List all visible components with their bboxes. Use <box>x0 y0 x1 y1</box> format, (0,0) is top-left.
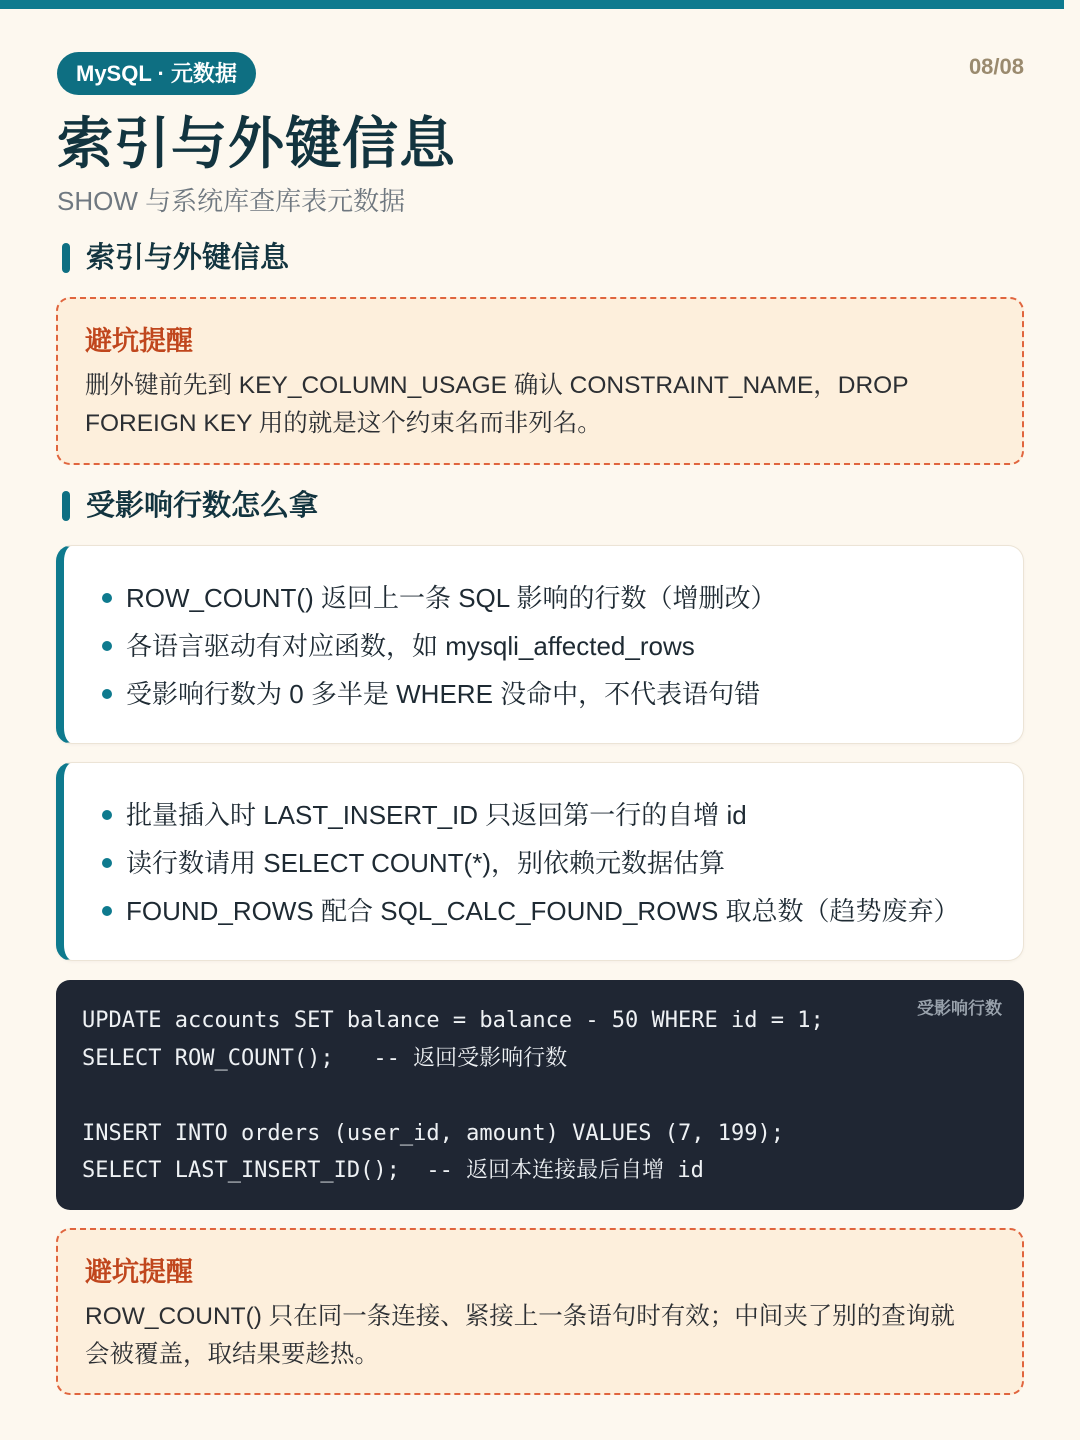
code-block-label: 受影响行数 <box>917 999 1002 1018</box>
warning-line: FOREIGN KEY 用的就是这个约束名而非列名。 <box>85 410 602 437</box>
bullet-card-insert-id <box>56 762 1024 961</box>
list-item: 读行数请用 SELECT COUNT(*)，别依赖元数据估算 <box>98 839 993 887</box>
warning-box-foreign-key <box>56 297 1024 465</box>
list-item: ROW_COUNT() 返回上一条 SQL 影响的行数（增删改） <box>98 574 993 622</box>
list-item: 各语言驱动有对应函数，如 mysqli_affected_rows <box>98 622 993 670</box>
section-marker <box>62 243 70 273</box>
warning-title: 避坑提醒 <box>85 1257 193 1287</box>
warning-line: 删外键前先到 KEY_COLUMN_USAGE 确认 CONSTRAINT_NAME，DROP <box>85 372 909 399</box>
code-block <box>56 980 1024 1210</box>
list-item: FOUND_ROWS 配合 SQL_CALC_FOUND_ROWS 取总数（趋势废弃） <box>98 887 993 935</box>
section-heading-index-fk <box>62 240 289 276</box>
bullet-card-row-count <box>56 545 1024 744</box>
section-heading-text: 受影响行数怎么拿 <box>86 490 319 522</box>
page-subtitle: SHOW 与系统库查库表元数据 <box>57 186 406 216</box>
section-heading-affected-rows <box>62 488 318 524</box>
bullet-list <box>98 791 993 935</box>
warning-box-row-count <box>56 1228 1024 1395</box>
list-item: 受影响行数为 0 多半是 WHERE 没命中，不代表语句错 <box>98 670 993 718</box>
page-title: 索引与外键信息 <box>57 112 456 175</box>
list-item: 批量插入时 LAST_INSERT_ID 只返回第一行的自增 id <box>98 791 993 839</box>
warning-line: 会被覆盖，取结果要趁热。 <box>85 1341 379 1368</box>
bullet-list <box>98 574 993 718</box>
warning-body <box>85 1298 996 1374</box>
category-badge: MySQL · 元数据 <box>57 52 256 95</box>
section-heading-text: 索引与外键信息 <box>86 242 290 274</box>
page-number: 08/08 <box>968 54 1024 79</box>
section-marker <box>62 491 70 521</box>
code-text: UPDATE accounts SET balance = balance - 50 WHERE id = 1; SELECT ROW_COUNT(); -- 返回受影响行数 INSERT INTO orders (user_id, amount) VALUES (7, 199); SELECT LAST_INSERT_ID(); -- 返回本连接最后自增 id <box>82 1008 824 1183</box>
warning-line: ROW_COUNT() 只在同一条连接、紧接上一条语句时有效；中间夹了别的查询就 <box>85 1303 955 1330</box>
warning-title: 避坑提醒 <box>85 326 193 356</box>
top-accent-bar <box>0 0 1064 9</box>
warning-body <box>85 367 996 443</box>
